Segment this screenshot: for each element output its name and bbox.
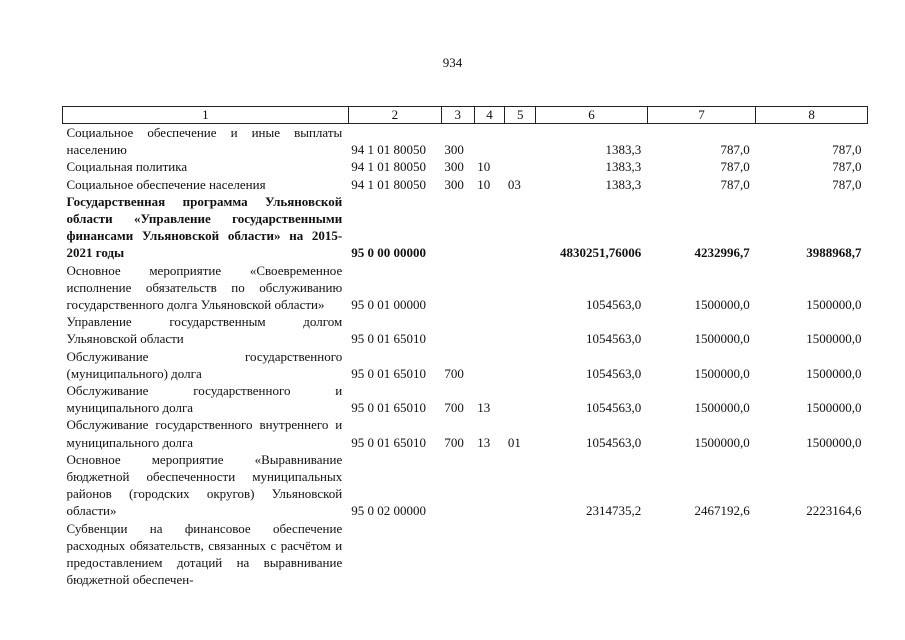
row-value-7 <box>647 520 756 589</box>
row-code: 94 1 01 80050 <box>351 176 426 192</box>
table-row <box>63 382 868 416</box>
header-col-5: 5 <box>505 107 536 124</box>
row-col3: 300 <box>444 176 464 192</box>
table-row <box>63 348 868 382</box>
row-col3 <box>441 262 474 314</box>
table-row <box>63 520 868 589</box>
row-value-7: 1500000,0 <box>694 331 750 347</box>
header-col-4: 4 <box>474 107 505 124</box>
row-name: Обслуживание государственного (муниципального) долга <box>66 348 343 381</box>
row-col4 <box>474 193 505 262</box>
row-col4 <box>474 262 505 314</box>
row-name: Социальное обеспечение населения <box>66 176 266 192</box>
row-col5 <box>505 382 536 416</box>
header-col-6: 6 <box>536 107 648 124</box>
row-value-7: 1500000,0 <box>694 434 750 450</box>
row-col3: 700 <box>444 434 464 450</box>
row-value-8: 787,0 <box>832 142 862 158</box>
row-col3: 300 <box>444 159 464 175</box>
row-col5: 01 <box>507 434 521 450</box>
row-name: Основное мероприятие «Выравнивание бюджетной обеспеченности муниципальных районов (городских округов) Ульяновской области» <box>66 451 343 519</box>
row-col5 <box>505 193 536 262</box>
row-value-6: 1383,3 <box>605 176 642 192</box>
row-col3 <box>441 451 474 520</box>
table-row <box>63 451 868 520</box>
header-col-7: 7 <box>647 107 756 124</box>
row-col5 <box>505 262 536 314</box>
row-col5 <box>505 158 536 175</box>
page-number: 934 <box>442 55 463 70</box>
row-col4: 13 <box>477 400 491 416</box>
row-value-7: 1500000,0 <box>694 365 750 381</box>
table-header-row <box>63 107 868 124</box>
row-col4: 10 <box>477 159 491 175</box>
row-col3: 300 <box>444 142 464 158</box>
table-row <box>63 176 868 193</box>
row-value-6: 1054563,0 <box>586 331 642 347</box>
row-value-7: 4232996,7 <box>694 245 750 261</box>
row-col5: 03 <box>507 176 521 192</box>
row-value-7: 787,0 <box>720 142 750 158</box>
row-value-7: 1500000,0 <box>694 297 750 313</box>
row-code: 95 0 01 65010 <box>351 365 426 381</box>
row-value-6: 1054563,0 <box>586 400 642 416</box>
table-row <box>63 262 868 314</box>
header-col-1: 1 <box>63 107 349 124</box>
row-col3: 700 <box>444 365 464 381</box>
row-value-6: 1383,3 <box>605 142 642 158</box>
row-code: 94 1 01 80050 <box>351 142 426 158</box>
row-value-6: 1054563,0 <box>586 365 642 381</box>
row-value-8: 1500000,0 <box>806 331 862 347</box>
row-value-6: 1383,3 <box>605 159 642 175</box>
row-col5 <box>505 124 536 159</box>
row-col4 <box>474 313 505 347</box>
row-value-6: 2314735,2 <box>586 503 642 519</box>
table-row <box>63 124 868 159</box>
row-col5 <box>505 520 536 589</box>
row-col5 <box>505 313 536 347</box>
row-code: 95 0 02 00000 <box>351 503 426 519</box>
header-col-8: 8 <box>756 107 868 124</box>
row-col3 <box>441 193 474 262</box>
header-col-3: 3 <box>441 107 474 124</box>
row-value-7: 2467192,6 <box>694 503 750 519</box>
row-value-6: 1054563,0 <box>586 434 642 450</box>
row-value-8: 1500000,0 <box>806 400 862 416</box>
row-col4: 10 <box>477 176 491 192</box>
table-row <box>63 313 868 347</box>
table-row <box>63 416 868 450</box>
row-value-6: 4830251,76006 <box>560 245 642 261</box>
row-name: Государственная программа Ульяновской области «Управление государственными финансами Ульяновской области» на 2015-2021 годы <box>66 193 343 261</box>
row-col3: 700 <box>444 400 464 416</box>
row-value-8: 2223164,6 <box>806 503 862 519</box>
row-value-7: 787,0 <box>720 176 750 192</box>
row-name: Обслуживание государственного и муниципального долга <box>66 383 343 416</box>
row-code: 95 0 00 00000 <box>351 245 426 261</box>
row-col3 <box>441 520 474 589</box>
row-value-7: 787,0 <box>720 159 750 175</box>
row-col4 <box>474 124 505 159</box>
table-row <box>63 193 868 262</box>
header-col-2: 2 <box>348 107 441 124</box>
row-col3 <box>441 313 474 347</box>
row-code: 95 0 01 00000 <box>351 297 426 313</box>
row-code: 94 1 01 80050 <box>351 159 426 175</box>
budget-table <box>62 106 868 588</box>
row-value-8: 3988968,7 <box>806 245 862 261</box>
row-col4 <box>474 520 505 589</box>
row-value-7: 1500000,0 <box>694 400 750 416</box>
row-value-8 <box>756 520 868 589</box>
row-col5 <box>505 348 536 382</box>
row-value-8: 1500000,0 <box>806 297 862 313</box>
row-value-8: 787,0 <box>832 159 862 175</box>
row-code <box>348 520 441 589</box>
row-value-8: 1500000,0 <box>806 434 862 450</box>
row-name: Управление государственным долгом Ульяновской области <box>66 314 343 347</box>
row-name: Социальное обеспечение и иные выплаты населению <box>66 125 343 158</box>
row-name: Обслуживание государственного внутреннего и муниципального долга <box>66 417 343 450</box>
table-row <box>63 158 868 175</box>
row-col4 <box>474 348 505 382</box>
row-value-6 <box>536 520 648 589</box>
row-value-6: 1054563,0 <box>586 297 642 313</box>
row-value-8: 1500000,0 <box>806 365 862 381</box>
row-col5 <box>505 451 536 520</box>
row-code: 95 0 01 65010 <box>351 331 426 347</box>
row-col4: 13 <box>477 434 491 450</box>
row-name: Основное мероприятие «Своевременное исполнение обязательств по обслуживанию государственного долга Ульяновской области» <box>66 262 343 313</box>
row-col4 <box>474 451 505 520</box>
row-value-8: 787,0 <box>832 176 862 192</box>
row-code: 95 0 01 65010 <box>351 400 426 416</box>
row-name: Социальная политика <box>66 159 188 175</box>
row-code: 95 0 01 65010 <box>351 434 426 450</box>
row-name: Субвенции на финансовое обеспечение расходных обязательств, связанных с расчётом и предоставлением дотаций на выравнивание бюджетной обеспечен- <box>66 520 343 588</box>
